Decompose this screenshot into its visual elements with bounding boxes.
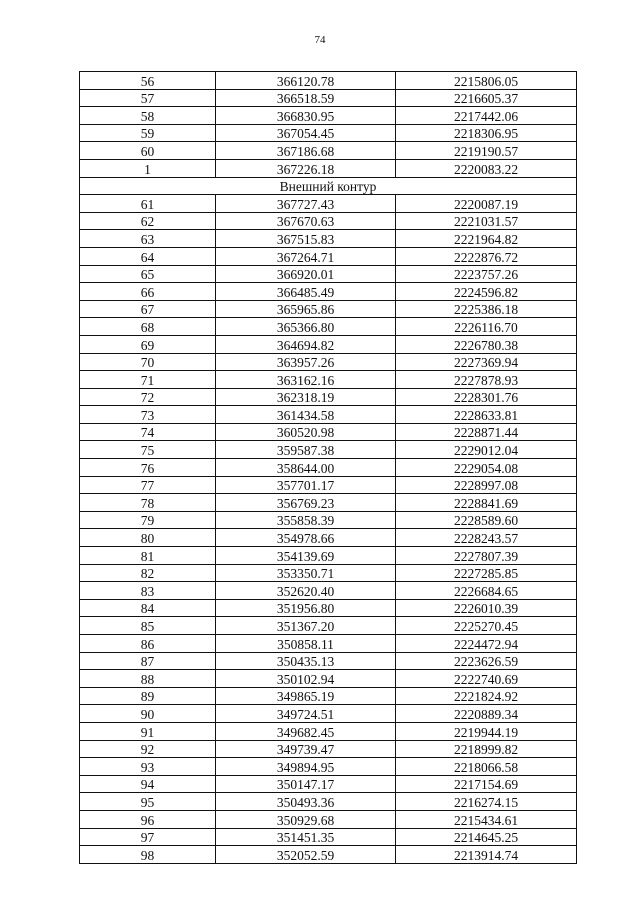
y-coordinate-cell: 2228243.57 xyxy=(396,529,577,547)
point-number-cell: 86 xyxy=(80,635,216,653)
point-number-cell: 91 xyxy=(80,722,216,740)
point-number-cell: 77 xyxy=(80,476,216,494)
x-coordinate-cell: 366120.78 xyxy=(216,72,396,90)
point-number-cell: 84 xyxy=(80,599,216,617)
y-coordinate-cell: 2228633.81 xyxy=(396,406,577,424)
table-row xyxy=(80,582,577,600)
point-number-cell: 56 xyxy=(80,72,216,90)
x-coordinate-cell: 350929.68 xyxy=(216,810,396,828)
table-row xyxy=(80,810,577,828)
table-row xyxy=(80,72,577,90)
table-row xyxy=(80,230,577,248)
y-coordinate-cell: 2216274.15 xyxy=(396,793,577,811)
y-coordinate-cell: 2224596.82 xyxy=(396,283,577,301)
x-coordinate-cell: 367670.63 xyxy=(216,212,396,230)
table-row xyxy=(80,459,577,477)
table-row xyxy=(80,652,577,670)
point-number-cell: 75 xyxy=(80,441,216,459)
x-coordinate-cell: 351956.80 xyxy=(216,599,396,617)
y-coordinate-cell: 2229012.04 xyxy=(396,441,577,459)
y-coordinate-cell: 2221031.57 xyxy=(396,212,577,230)
point-number-cell: 98 xyxy=(80,846,216,864)
table-row xyxy=(80,300,577,318)
point-number-cell: 78 xyxy=(80,494,216,512)
y-coordinate-cell: 2215806.05 xyxy=(396,72,577,90)
point-number-cell: 88 xyxy=(80,670,216,688)
x-coordinate-cell: 367264.71 xyxy=(216,247,396,265)
coordinates-table xyxy=(79,71,577,864)
point-number-cell: 81 xyxy=(80,547,216,565)
point-number-cell: 70 xyxy=(80,353,216,371)
x-coordinate-cell: 360520.98 xyxy=(216,423,396,441)
point-number-cell: 93 xyxy=(80,758,216,776)
y-coordinate-cell: 2224472.94 xyxy=(396,635,577,653)
table-row xyxy=(80,687,577,705)
x-coordinate-cell: 366920.01 xyxy=(216,265,396,283)
y-coordinate-cell: 2218066.58 xyxy=(396,758,577,776)
x-coordinate-cell: 352052.59 xyxy=(216,846,396,864)
x-coordinate-cell: 363957.26 xyxy=(216,353,396,371)
x-coordinate-cell: 365366.80 xyxy=(216,318,396,336)
y-coordinate-cell: 2225386.18 xyxy=(396,300,577,318)
x-coordinate-cell: 349894.95 xyxy=(216,758,396,776)
point-number-cell: 59 xyxy=(80,124,216,142)
y-coordinate-cell: 2219190.57 xyxy=(396,142,577,160)
y-coordinate-cell: 2217154.69 xyxy=(396,775,577,793)
y-coordinate-cell: 2217442.06 xyxy=(396,107,577,125)
table-row xyxy=(80,476,577,494)
y-coordinate-cell: 2222740.69 xyxy=(396,670,577,688)
point-number-cell: 79 xyxy=(80,511,216,529)
y-coordinate-cell: 2227369.94 xyxy=(396,353,577,371)
point-number-cell: 82 xyxy=(80,564,216,582)
table-row xyxy=(80,705,577,723)
x-coordinate-cell: 354139.69 xyxy=(216,547,396,565)
y-coordinate-cell: 2222876.72 xyxy=(396,247,577,265)
point-number-cell: 71 xyxy=(80,371,216,389)
table-row xyxy=(80,599,577,617)
table-row xyxy=(80,564,577,582)
x-coordinate-cell: 362318.19 xyxy=(216,388,396,406)
x-coordinate-cell: 349739.47 xyxy=(216,740,396,758)
x-coordinate-cell: 357701.17 xyxy=(216,476,396,494)
table-row xyxy=(80,406,577,424)
x-coordinate-cell: 350493.36 xyxy=(216,793,396,811)
table-row xyxy=(80,828,577,846)
point-number-cell: 68 xyxy=(80,318,216,336)
y-coordinate-cell: 2227878.93 xyxy=(396,371,577,389)
table-row xyxy=(80,212,577,230)
table-row xyxy=(80,758,577,776)
point-number-cell: 58 xyxy=(80,107,216,125)
x-coordinate-cell: 350102.94 xyxy=(216,670,396,688)
x-coordinate-cell: 349865.19 xyxy=(216,687,396,705)
y-coordinate-cell: 2221964.82 xyxy=(396,230,577,248)
y-coordinate-cell: 2226684.65 xyxy=(396,582,577,600)
table-row xyxy=(80,283,577,301)
x-coordinate-cell: 367727.43 xyxy=(216,195,396,213)
point-number-cell: 66 xyxy=(80,283,216,301)
y-coordinate-cell: 2228301.76 xyxy=(396,388,577,406)
x-coordinate-cell: 364694.82 xyxy=(216,335,396,353)
point-number-cell: 80 xyxy=(80,529,216,547)
point-number-cell: 62 xyxy=(80,212,216,230)
point-number-cell: 87 xyxy=(80,652,216,670)
point-number-cell: 83 xyxy=(80,582,216,600)
table-row xyxy=(80,107,577,125)
page-number: 74 xyxy=(314,34,326,46)
y-coordinate-cell: 2215434.61 xyxy=(396,810,577,828)
table-row xyxy=(80,722,577,740)
table-row xyxy=(80,142,577,160)
x-coordinate-cell: 358644.00 xyxy=(216,459,396,477)
point-number-cell: 67 xyxy=(80,300,216,318)
y-coordinate-cell: 2216605.37 xyxy=(396,89,577,107)
x-coordinate-cell: 363162.16 xyxy=(216,371,396,389)
x-coordinate-cell: 365965.86 xyxy=(216,300,396,318)
table-row xyxy=(80,547,577,565)
x-coordinate-cell: 351367.20 xyxy=(216,617,396,635)
y-coordinate-cell: 2225270.45 xyxy=(396,617,577,635)
table-row xyxy=(80,423,577,441)
x-coordinate-cell: 359587.38 xyxy=(216,441,396,459)
y-coordinate-cell: 2227285.85 xyxy=(396,564,577,582)
table-row xyxy=(80,353,577,371)
y-coordinate-cell: 2220083.22 xyxy=(396,159,577,177)
x-coordinate-cell: 354978.66 xyxy=(216,529,396,547)
x-coordinate-cell: 356769.23 xyxy=(216,494,396,512)
section-row xyxy=(80,177,577,195)
y-coordinate-cell: 2228841.69 xyxy=(396,494,577,512)
x-coordinate-cell: 353350.71 xyxy=(216,564,396,582)
x-coordinate-cell: 361434.58 xyxy=(216,406,396,424)
point-number-cell: 65 xyxy=(80,265,216,283)
y-coordinate-cell: 2214645.25 xyxy=(396,828,577,846)
point-number-cell: 64 xyxy=(80,247,216,265)
table-row xyxy=(80,247,577,265)
point-number-cell: 60 xyxy=(80,142,216,160)
point-number-cell: 85 xyxy=(80,617,216,635)
point-number-cell: 57 xyxy=(80,89,216,107)
y-coordinate-cell: 2221824.92 xyxy=(396,687,577,705)
x-coordinate-cell: 366485.49 xyxy=(216,283,396,301)
point-number-cell: 94 xyxy=(80,775,216,793)
y-coordinate-cell: 2228589.60 xyxy=(396,511,577,529)
table-row xyxy=(80,441,577,459)
point-number-cell: 63 xyxy=(80,230,216,248)
x-coordinate-cell: 350435.13 xyxy=(216,652,396,670)
point-number-cell: 73 xyxy=(80,406,216,424)
table-row xyxy=(80,793,577,811)
point-number-cell: 90 xyxy=(80,705,216,723)
table-row xyxy=(80,265,577,283)
point-number-cell: 97 xyxy=(80,828,216,846)
table-row xyxy=(80,494,577,512)
y-coordinate-cell: 2218999.82 xyxy=(396,740,577,758)
x-coordinate-cell: 352620.40 xyxy=(216,582,396,600)
y-coordinate-cell: 2213914.74 xyxy=(396,846,577,864)
x-coordinate-cell: 367226.18 xyxy=(216,159,396,177)
x-coordinate-cell: 349724.51 xyxy=(216,705,396,723)
table-row xyxy=(80,740,577,758)
x-coordinate-cell: 367186.68 xyxy=(216,142,396,160)
point-number-cell: 74 xyxy=(80,423,216,441)
y-coordinate-cell: 2228997.08 xyxy=(396,476,577,494)
y-coordinate-cell: 2223626.59 xyxy=(396,652,577,670)
point-number-cell: 89 xyxy=(80,687,216,705)
table-row xyxy=(80,195,577,213)
x-coordinate-cell: 367515.83 xyxy=(216,230,396,248)
table-row xyxy=(80,775,577,793)
table-row xyxy=(80,388,577,406)
x-coordinate-cell: 366518.59 xyxy=(216,89,396,107)
y-coordinate-cell: 2226780.38 xyxy=(396,335,577,353)
y-coordinate-cell: 2223757.26 xyxy=(396,265,577,283)
y-coordinate-cell: 2229054.08 xyxy=(396,459,577,477)
y-coordinate-cell: 2220087.19 xyxy=(396,195,577,213)
table-row xyxy=(80,335,577,353)
point-number-cell: 95 xyxy=(80,793,216,811)
y-coordinate-cell: 2226116.70 xyxy=(396,318,577,336)
x-coordinate-cell: 351451.35 xyxy=(216,828,396,846)
table-body-bottom xyxy=(80,195,577,864)
x-coordinate-cell: 350858.11 xyxy=(216,635,396,653)
table-section xyxy=(80,177,577,195)
y-coordinate-cell: 2218306.95 xyxy=(396,124,577,142)
point-number-cell: 76 xyxy=(80,459,216,477)
table-row xyxy=(80,371,577,389)
point-number-cell: 61 xyxy=(80,195,216,213)
table-row xyxy=(80,159,577,177)
y-coordinate-cell: 2226010.39 xyxy=(396,599,577,617)
point-number-cell: 96 xyxy=(80,810,216,828)
x-coordinate-cell: 349682.45 xyxy=(216,722,396,740)
x-coordinate-cell: 350147.17 xyxy=(216,775,396,793)
point-number-cell: 69 xyxy=(80,335,216,353)
point-number-cell: 72 xyxy=(80,388,216,406)
table-row xyxy=(80,89,577,107)
y-coordinate-cell: 2220889.34 xyxy=(396,705,577,723)
table-body-top xyxy=(80,72,577,178)
table-row xyxy=(80,846,577,864)
x-coordinate-cell: 366830.95 xyxy=(216,107,396,125)
section-label: Внешний контур xyxy=(80,177,577,195)
y-coordinate-cell: 2219944.19 xyxy=(396,722,577,740)
x-coordinate-cell: 367054.45 xyxy=(216,124,396,142)
table-row xyxy=(80,318,577,336)
table-row xyxy=(80,511,577,529)
point-number-cell: 92 xyxy=(80,740,216,758)
table-row xyxy=(80,617,577,635)
table-row xyxy=(80,670,577,688)
table-row xyxy=(80,635,577,653)
x-coordinate-cell: 355858.39 xyxy=(216,511,396,529)
table-row xyxy=(80,124,577,142)
y-coordinate-cell: 2228871.44 xyxy=(396,423,577,441)
y-coordinate-cell: 2227807.39 xyxy=(396,547,577,565)
point-number-cell: 1 xyxy=(80,159,216,177)
table-row xyxy=(80,529,577,547)
